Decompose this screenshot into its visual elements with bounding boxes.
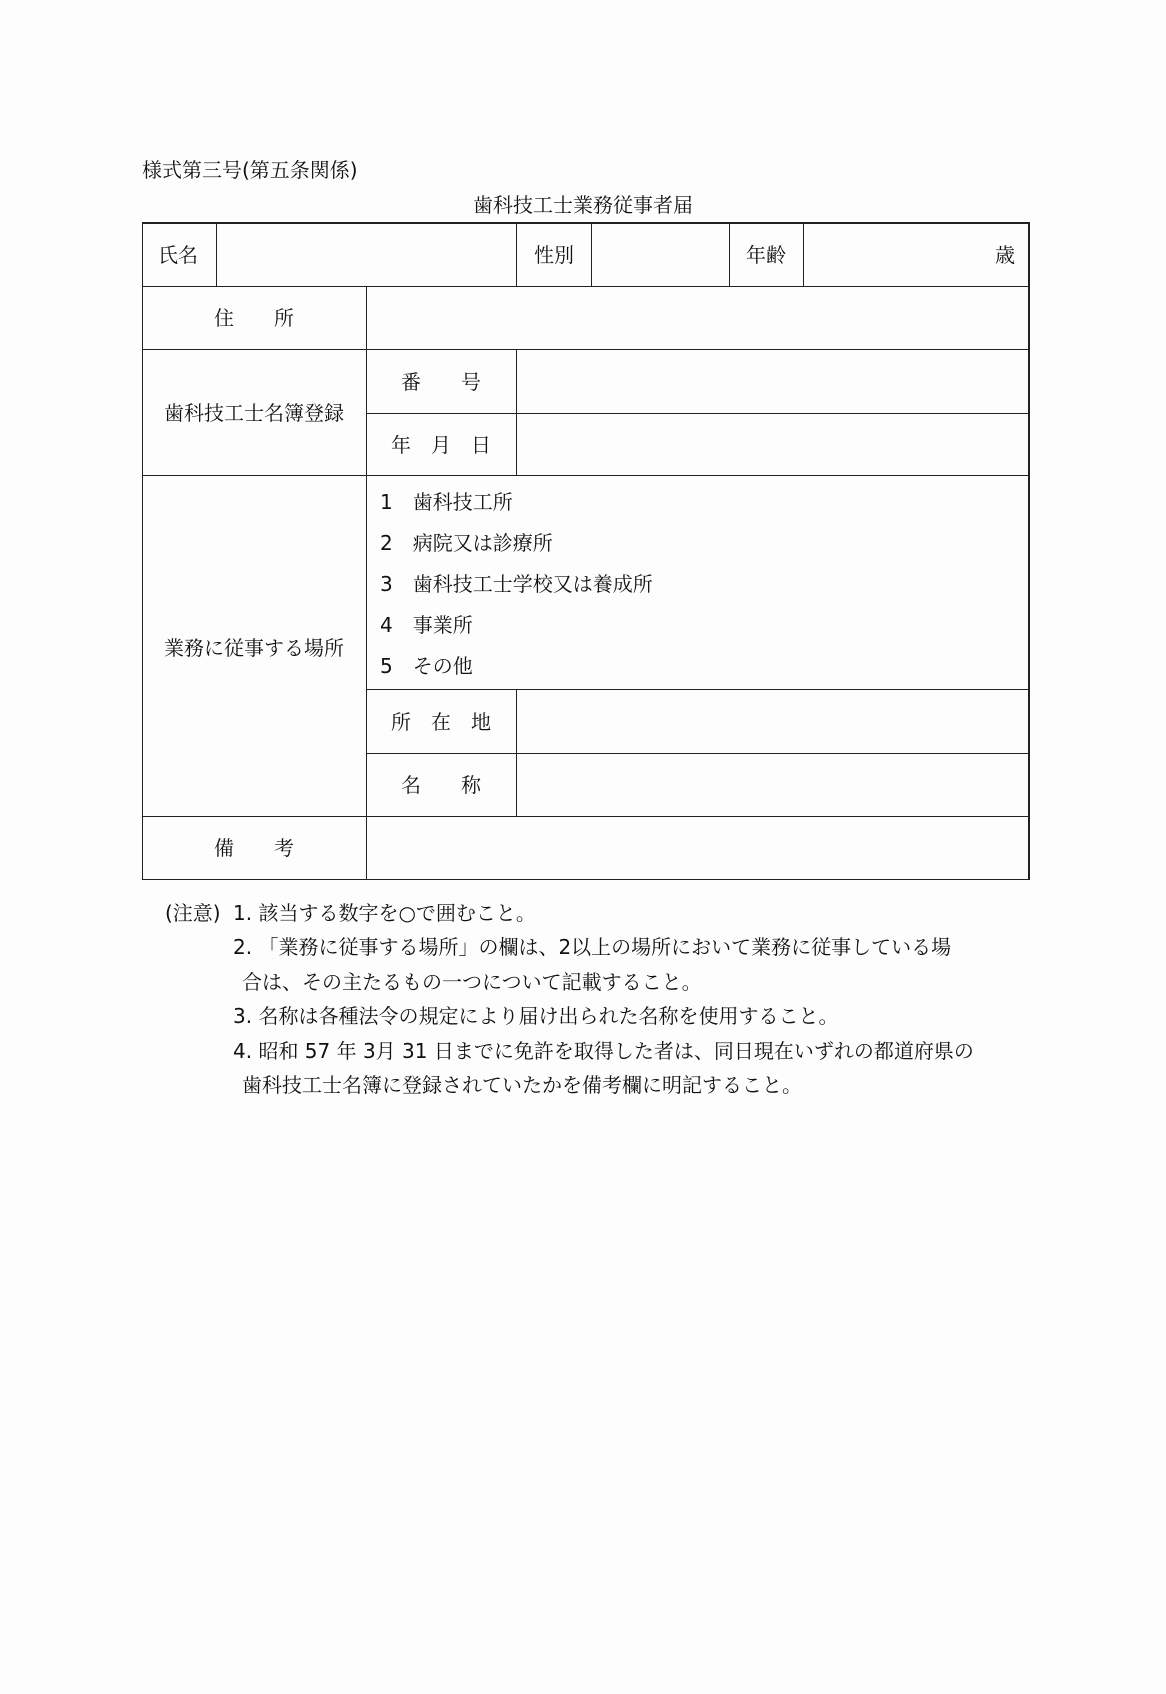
registry-label: 歯科技工士名簿登録 (164, 401, 344, 425)
workplace-option-1[interactable]: 1 歯科技工所 (380, 490, 513, 514)
note-4: 4. 昭和 57 年 3月 31 日までに免許を取得した者は、同日現在いずれの都道府県の (233, 1039, 974, 1063)
name-label: 氏名 (158, 243, 198, 267)
note-1: 1. 該当する数字を○で囲むこと。 (233, 901, 536, 925)
address-label: 住 所 (214, 306, 294, 330)
reg-number-field[interactable] (517, 350, 1028, 413)
location-field[interactable] (517, 690, 1028, 753)
workplace-label: 業務に従事する場所 (164, 636, 344, 660)
age-unit: 歳 (995, 243, 1015, 267)
place-name-label: 名 称 (401, 773, 481, 797)
reg-number-label: 番 号 (401, 370, 481, 394)
age-label: 年齢 (746, 243, 786, 267)
workplace-option-4[interactable]: 4 事業所 (380, 613, 473, 637)
workplace-option-2[interactable]: 2 病院又は診療所 (380, 531, 553, 555)
sex-field[interactable] (592, 223, 729, 286)
place-name-field[interactable] (517, 754, 1028, 816)
age-field[interactable] (804, 223, 984, 286)
location-label: 所 在 地 (391, 710, 491, 734)
note-2: 2. 「業務に従事する場所」の欄は、2以上の場所において業務に従事している場 (233, 935, 952, 959)
workplace-option-3[interactable]: 3 歯科技工士学校又は養成所 (380, 572, 653, 596)
form-title: 歯科技工士業務従事者届 (473, 193, 693, 217)
remarks-label: 備 考 (214, 836, 294, 860)
address-field[interactable] (367, 287, 1028, 349)
notes-label: (注意) (165, 901, 221, 925)
reg-date-label: 年 月 日 (391, 433, 491, 457)
note-2-cont: 合は、その主たるもの一つについて記載すること。 (242, 970, 702, 994)
reg-date-field[interactable] (517, 414, 1028, 475)
workplace-option-5[interactable]: 5 その他 (380, 654, 473, 678)
note-3: 3. 名称は各種法令の規定により届け出られた名称を使用すること。 (233, 1004, 839, 1028)
note-4-cont: 歯科技工士名簿に登録されていたかを備考欄に明記すること。 (242, 1073, 802, 1097)
remarks-field[interactable] (367, 817, 1028, 879)
name-field[interactable] (217, 223, 516, 286)
form-number: 様式第三号(第五条関係) (142, 158, 358, 182)
sex-label: 性別 (534, 243, 574, 267)
